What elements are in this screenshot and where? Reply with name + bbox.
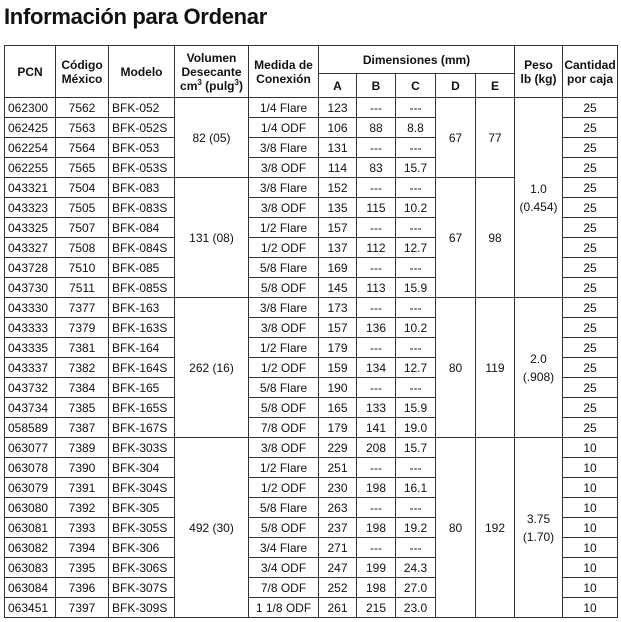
- cell-c: ---: [396, 98, 436, 118]
- cell-cantidad: 10: [563, 558, 618, 578]
- cell-medida: 1/4 Flare: [249, 98, 319, 118]
- cell-b: 115: [357, 198, 396, 218]
- cell-d: 80: [436, 438, 476, 618]
- cell-medida: 5/8 ODF: [249, 278, 319, 298]
- cell-b: 198: [357, 578, 396, 598]
- cell-cantidad: 25: [563, 238, 618, 258]
- cell-c: 12.7: [396, 238, 436, 258]
- cell-c: ---: [396, 458, 436, 478]
- header-medida: Medida de Conexión: [249, 46, 319, 98]
- cell-medida: 3/8 Flare: [249, 298, 319, 318]
- peso-lb: 3.75: [526, 511, 551, 526]
- cell-medida: 1/2 ODF: [249, 358, 319, 378]
- cell-volumen: 131 (08): [175, 178, 249, 298]
- cell-pcn: 043327: [5, 238, 56, 258]
- cell-b: 133: [357, 398, 396, 418]
- cell-c: 15.7: [396, 158, 436, 178]
- cell-codigo: 7384: [56, 378, 109, 398]
- cell-b: 113: [357, 278, 396, 298]
- cell-cantidad: 10: [563, 518, 618, 538]
- cell-c: 10.2: [396, 318, 436, 338]
- cell-modelo: BFK-309S: [109, 598, 175, 618]
- cell-c: 16.1: [396, 478, 436, 498]
- cell-codigo: 7394: [56, 538, 109, 558]
- cell-volumen: 82 (05): [175, 98, 249, 178]
- cell-c: 8.8: [396, 118, 436, 138]
- cell-b: 198: [357, 478, 396, 498]
- cell-medida: 1/2 Flare: [249, 218, 319, 238]
- cell-b: ---: [357, 218, 396, 238]
- cell-cantidad: 10: [563, 498, 618, 518]
- cell-pcn: 043325: [5, 218, 56, 238]
- header-dimensiones: Dimensiones (mm): [319, 46, 515, 74]
- cell-pcn: 058589: [5, 418, 56, 438]
- cell-modelo: BFK-164S: [109, 358, 175, 378]
- cell-codigo: 7393: [56, 518, 109, 538]
- cell-codigo: 7379: [56, 318, 109, 338]
- cell-codigo: 7562: [56, 98, 109, 118]
- cell-cantidad: 10: [563, 438, 618, 458]
- header-a: A: [319, 74, 357, 98]
- cell-pcn: 043330: [5, 298, 56, 318]
- header-d: D: [436, 74, 476, 98]
- table-row: [5, 438, 618, 458]
- peso-kg: (0.454): [519, 199, 558, 214]
- header-b: B: [357, 74, 396, 98]
- header-cantidad: Cantidad por caja: [563, 46, 618, 98]
- cell-e: 98: [476, 178, 515, 298]
- cell-modelo: BFK-304S: [109, 478, 175, 498]
- cell-medida: 1/2 Flare: [249, 338, 319, 358]
- cell-pcn: 062425: [5, 118, 56, 138]
- cell-cantidad: 25: [563, 298, 618, 318]
- cell-medida: 1 1/8 ODF: [249, 598, 319, 618]
- cell-b: 215: [357, 598, 396, 618]
- cell-cantidad: 25: [563, 198, 618, 218]
- cell-pcn: 043732: [5, 378, 56, 398]
- cell-cantidad: 25: [563, 138, 618, 158]
- cell-b: ---: [357, 258, 396, 278]
- cell-codigo: 7392: [56, 498, 109, 518]
- cell-a: 123: [319, 98, 357, 118]
- table-row: [5, 298, 618, 318]
- cell-b: ---: [357, 458, 396, 478]
- cell-cantidad: 25: [563, 258, 618, 278]
- cell-volumen: 262 (16): [175, 298, 249, 438]
- cell-modelo: BFK-164: [109, 338, 175, 358]
- cell-a: 229: [319, 438, 357, 458]
- cell-a: 173: [319, 298, 357, 318]
- peso-lb: 1.0: [530, 181, 547, 196]
- header-codigo: Código México: [56, 46, 109, 98]
- cell-modelo: BFK-165S: [109, 398, 175, 418]
- cell-medida: 3/8 ODF: [249, 438, 319, 458]
- cell-cantidad: 25: [563, 358, 618, 378]
- cell-b: 134: [357, 358, 396, 378]
- cell-cantidad: 25: [563, 158, 618, 178]
- cell-cantidad: 25: [563, 218, 618, 238]
- cell-b: ---: [357, 98, 396, 118]
- cell-a: 230: [319, 478, 357, 498]
- cell-a: 135: [319, 198, 357, 218]
- cell-pcn: 063082: [5, 538, 56, 558]
- header-modelo: Modelo: [109, 46, 175, 98]
- cell-c: ---: [396, 378, 436, 398]
- cell-a: 261: [319, 598, 357, 618]
- cell-pcn: 043333: [5, 318, 56, 338]
- cell-modelo: BFK-304: [109, 458, 175, 478]
- cell-c: ---: [396, 298, 436, 318]
- cell-b: 136: [357, 318, 396, 338]
- cell-pcn: 043323: [5, 198, 56, 218]
- cell-volumen: 492 (30): [175, 438, 249, 618]
- cell-a: 179: [319, 418, 357, 438]
- cell-medida: 7/8 ODF: [249, 418, 319, 438]
- cell-codigo: 7564: [56, 138, 109, 158]
- cell-a: 157: [319, 218, 357, 238]
- cell-codigo: 7382: [56, 358, 109, 378]
- cell-c: 15.9: [396, 278, 436, 298]
- cell-codigo: 7507: [56, 218, 109, 238]
- cell-pcn: 062255: [5, 158, 56, 178]
- peso-lb: 2.0: [530, 351, 547, 366]
- cell-modelo: BFK-307S: [109, 578, 175, 598]
- cell-d: 67: [436, 178, 476, 298]
- cell-medida: 3/8 Flare: [249, 138, 319, 158]
- cell-peso: [515, 98, 563, 298]
- cell-medida: 3/8 ODF: [249, 158, 319, 178]
- cell-codigo: 7381: [56, 338, 109, 358]
- cell-b: ---: [357, 498, 396, 518]
- cell-medida: 5/8 Flare: [249, 498, 319, 518]
- cell-modelo: BFK-052: [109, 98, 175, 118]
- cell-a: 137: [319, 238, 357, 258]
- peso-kg: (1.70): [522, 529, 555, 544]
- cell-codigo: 7385: [56, 398, 109, 418]
- cell-modelo: BFK-163S: [109, 318, 175, 338]
- cell-modelo: BFK-085S: [109, 278, 175, 298]
- cell-c: ---: [396, 258, 436, 278]
- table-row: [5, 98, 618, 118]
- cell-modelo: BFK-053S: [109, 158, 175, 178]
- cell-pcn: 062300: [5, 98, 56, 118]
- cell-b: 83: [357, 158, 396, 178]
- cell-pcn: 063079: [5, 478, 56, 498]
- cell-modelo: BFK-053: [109, 138, 175, 158]
- cell-a: 114: [319, 158, 357, 178]
- cell-pcn: 063451: [5, 598, 56, 618]
- cell-modelo: BFK-305S: [109, 518, 175, 538]
- cell-codigo: 7510: [56, 258, 109, 278]
- cell-c: ---: [396, 498, 436, 518]
- cell-e: 192: [476, 438, 515, 618]
- cell-modelo: BFK-306S: [109, 558, 175, 578]
- cell-e: 77: [476, 98, 515, 178]
- cell-a: 159: [319, 358, 357, 378]
- cell-codigo: 7389: [56, 438, 109, 458]
- cell-pcn: 063080: [5, 498, 56, 518]
- cell-modelo: BFK-084S: [109, 238, 175, 258]
- cell-b: 141: [357, 418, 396, 438]
- cell-medida: 3/8 ODF: [249, 318, 319, 338]
- cell-cantidad: 25: [563, 338, 618, 358]
- cell-c: 23.0: [396, 598, 436, 618]
- cell-modelo: BFK-084: [109, 218, 175, 238]
- cell-b: ---: [357, 538, 396, 558]
- cell-c: 19.2: [396, 518, 436, 538]
- cell-cantidad: 10: [563, 478, 618, 498]
- cell-a: 271: [319, 538, 357, 558]
- cell-medida: 3/4 Flare: [249, 538, 319, 558]
- cell-cantidad: 25: [563, 398, 618, 418]
- cell-c: ---: [396, 178, 436, 198]
- cell-pcn: 062254: [5, 138, 56, 158]
- cell-a: 190: [319, 378, 357, 398]
- cell-c: 15.7: [396, 438, 436, 458]
- cell-codigo: 7505: [56, 198, 109, 218]
- cell-c: 12.7: [396, 358, 436, 378]
- cell-e: 119: [476, 298, 515, 438]
- cell-modelo: BFK-305: [109, 498, 175, 518]
- cell-codigo: 7395: [56, 558, 109, 578]
- cell-codigo: 7511: [56, 278, 109, 298]
- cell-medida: 1/2 ODF: [249, 238, 319, 258]
- cell-b: ---: [357, 178, 396, 198]
- cell-cantidad: 25: [563, 118, 618, 138]
- cell-b: 88: [357, 118, 396, 138]
- cell-a: 251: [319, 458, 357, 478]
- cell-a: 145: [319, 278, 357, 298]
- cell-b: ---: [357, 138, 396, 158]
- cell-c: ---: [396, 218, 436, 238]
- header-peso: Peso lb (kg): [515, 46, 563, 98]
- cell-c: ---: [396, 338, 436, 358]
- cell-b: 198: [357, 518, 396, 538]
- cell-cantidad: 10: [563, 458, 618, 478]
- cell-a: 247: [319, 558, 357, 578]
- cell-modelo: BFK-052S: [109, 118, 175, 138]
- cell-b: 199: [357, 558, 396, 578]
- cell-medida: 3/4 ODF: [249, 558, 319, 578]
- cell-cantidad: 25: [563, 178, 618, 198]
- cell-codigo: 7504: [56, 178, 109, 198]
- cell-b: ---: [357, 378, 396, 398]
- cell-pcn: 043335: [5, 338, 56, 358]
- cell-codigo: 7396: [56, 578, 109, 598]
- cell-a: 157: [319, 318, 357, 338]
- cell-codigo: 7391: [56, 478, 109, 498]
- cell-cantidad: 25: [563, 418, 618, 438]
- cell-a: 169: [319, 258, 357, 278]
- cell-c: ---: [396, 538, 436, 558]
- cell-b: 208: [357, 438, 396, 458]
- header-e: E: [476, 74, 515, 98]
- cell-pcn: 043730: [5, 278, 56, 298]
- cell-pcn: 043728: [5, 258, 56, 278]
- cell-cantidad: 10: [563, 538, 618, 558]
- cell-medida: 5/8 ODF: [249, 398, 319, 418]
- cell-codigo: 7508: [56, 238, 109, 258]
- header-pcn: PCN: [5, 46, 56, 98]
- cell-modelo: BFK-083: [109, 178, 175, 198]
- cell-pcn: 043337: [5, 358, 56, 378]
- cell-pcn: 043734: [5, 398, 56, 418]
- cell-a: 179: [319, 338, 357, 358]
- cell-cantidad: 10: [563, 578, 618, 598]
- cell-pcn: 063078: [5, 458, 56, 478]
- cell-codigo: 7397: [56, 598, 109, 618]
- cell-medida: 3/8 Flare: [249, 178, 319, 198]
- cell-medida: 1/2 Flare: [249, 458, 319, 478]
- header-volumen: Volumen Desecante $cm^3$ (pulg$^3$): [175, 46, 249, 98]
- cell-medida: 1/4 ODF: [249, 118, 319, 138]
- cell-modelo: BFK-303S: [109, 438, 175, 458]
- cell-c: ---: [396, 138, 436, 158]
- cell-medida: 5/8 Flare: [249, 378, 319, 398]
- cell-cantidad: 25: [563, 278, 618, 298]
- cell-codigo: 7390: [56, 458, 109, 478]
- page-title: Información para Ordenar: [4, 4, 267, 29]
- cell-pcn: 063084: [5, 578, 56, 598]
- ordering-table: [4, 45, 618, 618]
- cell-a: 263: [319, 498, 357, 518]
- cell-c: 27.0: [396, 578, 436, 598]
- cell-d: 80: [436, 298, 476, 438]
- cell-cantidad: 25: [563, 378, 618, 398]
- header-c: C: [396, 74, 436, 98]
- cell-pcn: 063081: [5, 518, 56, 538]
- cell-c: 10.2: [396, 198, 436, 218]
- cell-b: ---: [357, 298, 396, 318]
- cell-d: 67: [436, 98, 476, 178]
- cell-a: 165: [319, 398, 357, 418]
- cell-codigo: 7563: [56, 118, 109, 138]
- cell-modelo: BFK-306: [109, 538, 175, 558]
- cell-pcn: 043321: [5, 178, 56, 198]
- cell-b: ---: [357, 338, 396, 358]
- cell-c: 24.3: [396, 558, 436, 578]
- cell-medida: 5/8 Flare: [249, 258, 319, 278]
- cell-cantidad: 25: [563, 318, 618, 338]
- cell-medida: 1/2 ODF: [249, 478, 319, 498]
- cell-cantidad: 10: [563, 598, 618, 618]
- cell-a: 152: [319, 178, 357, 198]
- cell-b: 112: [357, 238, 396, 258]
- cell-pcn: 063083: [5, 558, 56, 578]
- cell-cantidad: 25: [563, 98, 618, 118]
- cell-peso: [515, 298, 563, 438]
- cell-a: 252: [319, 578, 357, 598]
- cell-codigo: 7387: [56, 418, 109, 438]
- peso-kg: (.908): [522, 369, 555, 384]
- cell-a: 237: [319, 518, 357, 538]
- cell-peso: [515, 438, 563, 618]
- cell-modelo: BFK-167S: [109, 418, 175, 438]
- cell-a: 131: [319, 138, 357, 158]
- cell-codigo: 7377: [56, 298, 109, 318]
- cell-medida: 3/8 ODF: [249, 198, 319, 218]
- cell-codigo: 7565: [56, 158, 109, 178]
- cell-c: 19.0: [396, 418, 436, 438]
- cell-a: 106: [319, 118, 357, 138]
- cell-modelo: BFK-083S: [109, 198, 175, 218]
- cell-c: 15.9: [396, 398, 436, 418]
- cell-modelo: BFK-085: [109, 258, 175, 278]
- cell-pcn: 063077: [5, 438, 56, 458]
- cell-medida: 7/8 ODF: [249, 578, 319, 598]
- cell-modelo: BFK-163: [109, 298, 175, 318]
- table-body: [5, 98, 618, 618]
- cell-medida: 5/8 ODF: [249, 518, 319, 538]
- cell-modelo: BFK-165: [109, 378, 175, 398]
